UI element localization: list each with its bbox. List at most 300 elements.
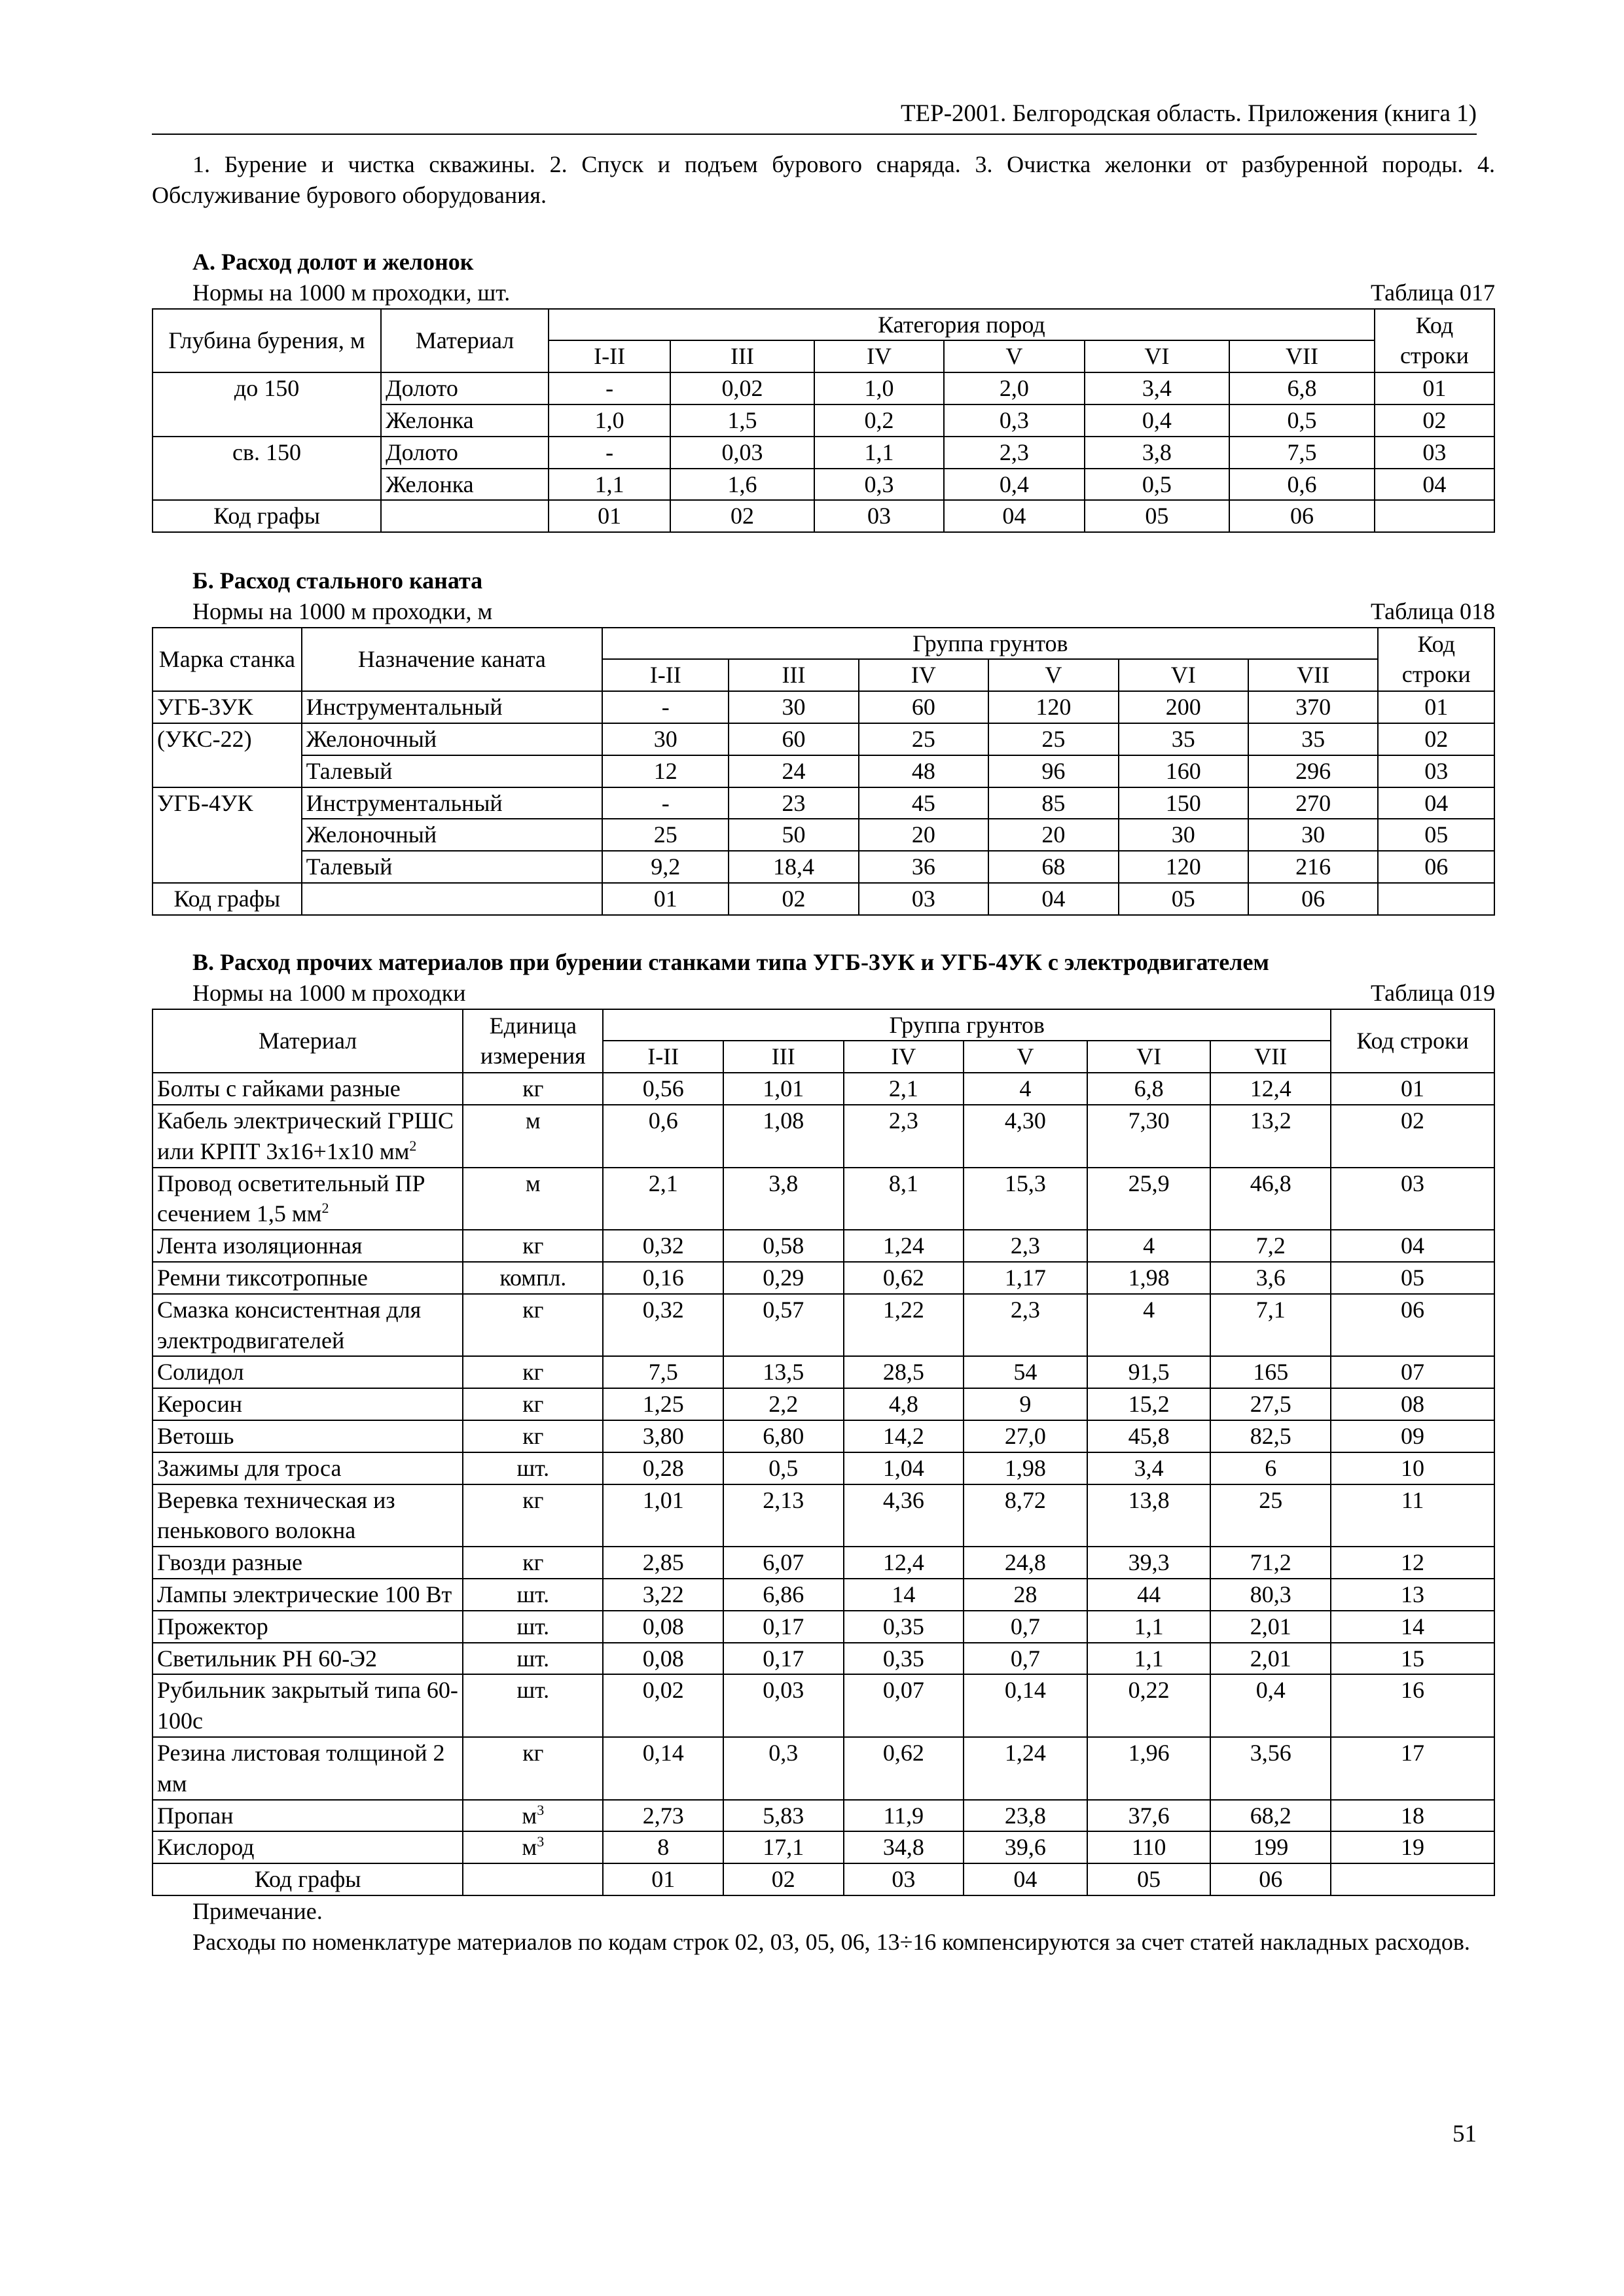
material-cell [153, 1579, 463, 1611]
material-name: Кислород [157, 1834, 255, 1861]
code-cell: 01 [1378, 691, 1494, 723]
column-code: 04 [944, 500, 1085, 532]
purpose-cell: Инструментальный [302, 691, 602, 723]
value-cell: 14 [844, 1579, 964, 1611]
header-group: Группа грунтов [602, 628, 1378, 660]
value-cell: 3,6 [1210, 1262, 1331, 1294]
header-purpose: Назначение каната [302, 628, 602, 692]
value-cell: 200 [1119, 691, 1248, 723]
superscript: 2 [321, 1200, 329, 1217]
value-cell: 110 [1087, 1831, 1211, 1863]
column-header: III [729, 659, 858, 691]
unit-text: шт. [516, 1677, 550, 1704]
section-018 [152, 565, 1495, 916]
unit-cell [463, 1356, 603, 1388]
table-row [153, 1388, 1494, 1420]
column-header: IV [814, 340, 944, 372]
code-cell: 19 [1331, 1831, 1494, 1863]
value-cell: 12,4 [844, 1547, 964, 1579]
material-cell: Желонка [381, 469, 549, 501]
norms-line-017 [152, 278, 1495, 308]
column-header: VII [1229, 340, 1375, 372]
code-cell: 17 [1331, 1737, 1494, 1800]
header-material: Материал [153, 1009, 463, 1073]
value-cell: 5,83 [723, 1800, 844, 1832]
table-017 [152, 308, 1495, 533]
value-cell: 3,22 [603, 1579, 723, 1611]
material-name: Гвозди разные [157, 1549, 302, 1576]
code-cell: 06 [1331, 1294, 1494, 1357]
value-cell: 0,7 [964, 1643, 1087, 1675]
column-code: 05 [1085, 500, 1230, 532]
value-cell: 0,35 [844, 1643, 964, 1675]
material-cell [153, 1737, 463, 1800]
value-cell: 24 [729, 755, 858, 787]
value-cell: 370 [1248, 691, 1378, 723]
unit-cell [463, 1262, 603, 1294]
material-name: Солидол [157, 1359, 244, 1386]
value-cell: 85 [988, 787, 1118, 819]
table-row [153, 787, 1494, 819]
value-cell: 0,5 [1229, 404, 1375, 437]
column-code: 03 [844, 1863, 964, 1895]
value-cell: 0,14 [964, 1674, 1087, 1737]
table-row [153, 372, 1494, 404]
value-cell: 0,3 [944, 404, 1085, 437]
value-cell: 9 [964, 1388, 1087, 1420]
section-title-018: Б. Расход стального каната [192, 567, 483, 594]
value-cell: 20 [988, 819, 1118, 851]
value-cell: 0,02 [670, 372, 814, 404]
table-row [153, 1294, 1494, 1357]
material-cell: Долото [381, 372, 549, 404]
column-header: III [670, 340, 814, 372]
value-cell: 2,01 [1210, 1643, 1331, 1675]
unit-cell [463, 1168, 603, 1230]
value-cell: 3,4 [1087, 1452, 1211, 1484]
value-cell: 0,6 [603, 1105, 723, 1168]
code-cell: 03 [1331, 1168, 1494, 1230]
column-header: IV [844, 1041, 964, 1073]
unit-text: м [522, 1834, 537, 1861]
code-cell: 06 [1378, 851, 1494, 883]
value-cell: 13,8 [1087, 1484, 1211, 1547]
value-cell: 27,5 [1210, 1388, 1331, 1420]
value-cell: 13,2 [1210, 1105, 1331, 1168]
machine-cell: УГБ-3УК [153, 691, 302, 723]
unit-cell [463, 1420, 603, 1452]
table-label: Таблица 018 [1371, 598, 1495, 624]
column-code: 06 [1229, 500, 1375, 532]
column-code: 03 [814, 500, 944, 532]
machine-cell [153, 819, 302, 851]
value-cell: 6,8 [1229, 372, 1375, 404]
depth-cell: до 150 [153, 372, 381, 437]
value-cell: 91,5 [1087, 1356, 1211, 1388]
value-cell: 0,17 [723, 1611, 844, 1643]
code-cell: 16 [1331, 1674, 1494, 1737]
table-row [153, 1611, 1494, 1643]
norms-text: Нормы на 1000 м проходки, м [192, 598, 493, 624]
header-category: Категория пород [549, 309, 1375, 341]
table-row [153, 1579, 1494, 1611]
value-cell: 0,32 [603, 1230, 723, 1262]
unit-cell [463, 1611, 603, 1643]
value-cell: 1,08 [723, 1105, 844, 1168]
value-cell: 0,03 [670, 437, 814, 469]
material-name: Лампы электрические 100 Вт [157, 1581, 452, 1607]
value-cell: 7,2 [1210, 1230, 1331, 1262]
value-cell: 60 [729, 723, 858, 755]
value-cell: 27,0 [964, 1420, 1087, 1452]
value-cell: 4,36 [844, 1484, 964, 1547]
unit-cell [463, 1579, 603, 1611]
value-cell: 3,8 [723, 1168, 844, 1230]
unit-cell [463, 1737, 603, 1800]
code-cell: 04 [1378, 787, 1494, 819]
material-cell [153, 1484, 463, 1547]
material-cell [153, 1420, 463, 1452]
value-cell: 0,57 [723, 1294, 844, 1357]
value-cell: 71,2 [1210, 1547, 1331, 1579]
value-cell: 296 [1248, 755, 1378, 787]
material-name: Смазка консистентная для электродвигателей [157, 1296, 422, 1354]
header-code: Код строки [1378, 628, 1494, 692]
value-cell: 39,6 [964, 1831, 1087, 1863]
value-cell: 2,2 [723, 1388, 844, 1420]
page-number: 51 [1453, 2121, 1477, 2147]
value-cell: 50 [729, 819, 858, 851]
value-cell: 4,30 [964, 1105, 1087, 1168]
code-cell: 14 [1331, 1611, 1494, 1643]
note-text: Расходы по номенклатуре материалов по кодам строк 02, 03, 05, 06, 13÷16 компенсируются за счет статей накладных расходов. [192, 1928, 1470, 1955]
material-name: Веревка техническая из пенькового волокна [157, 1486, 395, 1544]
value-cell: - [602, 787, 729, 819]
machine-cell [153, 755, 302, 787]
table-019 [152, 1009, 1495, 1896]
value-cell: 165 [1210, 1356, 1331, 1388]
section-title-017: А. Расход долот и желонок [192, 249, 474, 275]
value-cell: 23 [729, 787, 858, 819]
value-cell: 3,56 [1210, 1737, 1331, 1800]
unit-cell [463, 1073, 603, 1105]
material-cell [153, 1831, 463, 1863]
unit-text: кг [522, 1422, 544, 1449]
value-cell: 216 [1248, 851, 1378, 883]
value-cell: 0,2 [814, 404, 944, 437]
header-code: Код строки [1331, 1009, 1494, 1073]
value-cell: 3,8 [1085, 437, 1230, 469]
value-cell: 1,24 [844, 1230, 964, 1262]
footer-empty [1378, 883, 1494, 915]
column-header: VI [1119, 659, 1248, 691]
value-cell: 24,8 [964, 1547, 1087, 1579]
value-cell: 1,98 [1087, 1262, 1211, 1294]
column-header: I-II [603, 1041, 723, 1073]
header-depth: Глубина бурения, м [153, 309, 381, 373]
unit-cell [463, 1831, 603, 1863]
footer-empty [1331, 1863, 1494, 1895]
table-row [153, 819, 1494, 851]
material-cell [153, 1547, 463, 1579]
unit-text: кг [522, 1549, 544, 1576]
value-cell: 0,07 [844, 1674, 964, 1737]
header-machine: Марка станка [153, 628, 302, 692]
value-cell: 15,2 [1087, 1388, 1211, 1420]
table-row [153, 1452, 1494, 1484]
value-cell: 0,62 [844, 1262, 964, 1294]
column-header: VII [1248, 659, 1378, 691]
column-header: V [944, 340, 1085, 372]
value-cell: 0,56 [603, 1073, 723, 1105]
footer-label: Код графы [153, 883, 302, 915]
table-018 [152, 627, 1495, 916]
superscript: 2 [409, 1137, 417, 1154]
code-cell: 01 [1331, 1073, 1494, 1105]
table-row [153, 1073, 1494, 1105]
material-cell [153, 1800, 463, 1832]
code-cell: 13 [1331, 1579, 1494, 1611]
value-cell: 6,86 [723, 1579, 844, 1611]
value-cell: 14,2 [844, 1420, 964, 1452]
value-cell: 0,5 [723, 1452, 844, 1484]
unit-text: кг [522, 1359, 544, 1386]
material-cell [153, 1674, 463, 1737]
value-cell: 23,8 [964, 1800, 1087, 1832]
value-cell: 1,24 [964, 1737, 1087, 1800]
material-name: Резина листовая толщиной 2 мм [157, 1739, 445, 1797]
value-cell: 1,1 [1087, 1611, 1211, 1643]
header-code: Код строки [1375, 309, 1494, 373]
table-row [153, 1674, 1494, 1737]
value-cell: 25 [859, 723, 988, 755]
value-cell: 1,1 [549, 469, 670, 501]
value-cell: 7,30 [1087, 1105, 1211, 1168]
material-cell [153, 1388, 463, 1420]
value-cell: 30 [602, 723, 729, 755]
code-cell: 01 [1375, 372, 1494, 404]
value-cell: 2,1 [603, 1168, 723, 1230]
unit-text: кг [522, 1232, 544, 1259]
code-cell: 18 [1331, 1800, 1494, 1832]
value-cell: 1,5 [670, 404, 814, 437]
value-cell: 37,6 [1087, 1800, 1211, 1832]
purpose-cell: Желоночный [302, 723, 602, 755]
value-cell: 8 [603, 1831, 723, 1863]
value-cell: 46,8 [1210, 1168, 1331, 1230]
value-cell: 0,6 [1229, 469, 1375, 501]
material-name: Болты с гайками разные [157, 1075, 401, 1102]
footer-label: Код графы [153, 1863, 463, 1895]
unit-text: шт. [516, 1613, 550, 1640]
table-row [153, 1168, 1494, 1230]
value-cell: 45,8 [1087, 1420, 1211, 1452]
value-cell: 11,9 [844, 1800, 964, 1832]
column-code: 01 [549, 500, 670, 532]
column-header: VI [1085, 340, 1230, 372]
code-cell: 15 [1331, 1643, 1494, 1675]
footer-row [153, 883, 1494, 915]
footer-row [153, 1863, 1494, 1895]
table-row [153, 755, 1494, 787]
value-cell: 2,3 [964, 1230, 1087, 1262]
value-cell: 7,5 [1229, 437, 1375, 469]
value-cell: 4 [1087, 1230, 1211, 1262]
intro-text: 1. Бурение и чистка скважины. 2. Спуск и подъем бурового снаряда. 3. Очистка желонки от разбуренной породы. 4. Обслуживание бурового оборудования. [152, 151, 1495, 208]
value-cell: 39,3 [1087, 1547, 1211, 1579]
superscript: 3 [537, 1833, 545, 1850]
value-cell: 150 [1119, 787, 1248, 819]
value-cell: 2,3 [964, 1294, 1087, 1357]
table-row [153, 691, 1494, 723]
code-cell: 10 [1331, 1452, 1494, 1484]
code-cell: 03 [1375, 437, 1494, 469]
value-cell: 0,02 [603, 1674, 723, 1737]
value-cell: 0,28 [603, 1452, 723, 1484]
material-cell [153, 1294, 463, 1357]
value-cell: 0,03 [723, 1674, 844, 1737]
norms-line-018 [152, 596, 1495, 627]
superscript: 3 [537, 1801, 545, 1818]
unit-cell [463, 1547, 603, 1579]
code-cell: 05 [1331, 1262, 1494, 1294]
value-cell: 0,4 [944, 469, 1085, 501]
unit-text: кг [522, 1486, 544, 1513]
value-cell: 68,2 [1210, 1800, 1331, 1832]
material-name: Кабель электрический ГРШС или КРПТ 3х16+1х10 мм [157, 1107, 454, 1164]
value-cell: 28,5 [844, 1356, 964, 1388]
material-cell [153, 1230, 463, 1262]
value-cell: 1,6 [670, 469, 814, 501]
unit-text: компл. [499, 1264, 567, 1291]
column-code: 02 [729, 883, 858, 915]
material-name: Зажимы для троса [157, 1454, 342, 1481]
value-cell: 13,5 [723, 1356, 844, 1388]
value-cell: 9,2 [602, 851, 729, 883]
table-row [153, 1420, 1494, 1452]
value-cell: 1,01 [723, 1073, 844, 1105]
value-cell: 6,07 [723, 1547, 844, 1579]
material-cell: Долото [381, 437, 549, 469]
unit-text: кг [522, 1739, 544, 1766]
column-code: 01 [602, 883, 729, 915]
value-cell: 25,9 [1087, 1168, 1211, 1230]
value-cell: 80,3 [1210, 1579, 1331, 1611]
column-header: I-II [549, 340, 670, 372]
value-cell: 6,8 [1087, 1073, 1211, 1105]
unit-cell [463, 1484, 603, 1547]
value-cell: 48 [859, 755, 988, 787]
value-cell: 0,16 [603, 1262, 723, 1294]
value-cell: 35 [1248, 723, 1378, 755]
material-cell [153, 1262, 463, 1294]
unit-text: шт. [516, 1645, 550, 1672]
code-cell: 04 [1375, 469, 1494, 501]
footer-row [153, 500, 1494, 532]
table-label: Таблица 017 [1371, 279, 1495, 306]
value-cell: 0,3 [814, 469, 944, 501]
value-cell: 2,0 [944, 372, 1085, 404]
code-cell: 02 [1378, 723, 1494, 755]
value-cell: 8,1 [844, 1168, 964, 1230]
value-cell: 270 [1248, 787, 1378, 819]
footer-empty [381, 500, 549, 532]
value-cell: 0,14 [603, 1737, 723, 1800]
value-cell: 1,98 [964, 1452, 1087, 1484]
table-row [153, 851, 1494, 883]
value-cell: 2,3 [944, 437, 1085, 469]
value-cell: 25 [602, 819, 729, 851]
value-cell: 30 [1119, 819, 1248, 851]
footer-empty [302, 883, 602, 915]
machine-cell: УГБ-4УК [153, 787, 302, 819]
unit-cell [463, 1388, 603, 1420]
table-row [153, 1230, 1494, 1262]
material-cell [153, 1611, 463, 1643]
material-name: Ремни тиксотропные [157, 1264, 368, 1291]
purpose-cell: Талевый [302, 755, 602, 787]
material-name: Керосин [157, 1391, 243, 1418]
column-code: 06 [1248, 883, 1378, 915]
value-cell: 7,5 [603, 1356, 723, 1388]
value-cell: 120 [988, 691, 1118, 723]
value-cell: 34,8 [844, 1831, 964, 1863]
header-unit: Единица измерения [463, 1009, 603, 1073]
material-cell [153, 1356, 463, 1388]
footer-empty [463, 1863, 603, 1895]
value-cell: 2,73 [603, 1800, 723, 1832]
column-header: V [964, 1041, 1087, 1073]
value-cell: 1,96 [1087, 1737, 1211, 1800]
column-code: 02 [723, 1863, 844, 1895]
value-cell: 1,25 [603, 1388, 723, 1420]
value-cell: 36 [859, 851, 988, 883]
material-cell: Желонка [381, 404, 549, 437]
value-cell: 0,35 [844, 1611, 964, 1643]
column-code: 03 [859, 883, 988, 915]
value-cell: 0,22 [1087, 1674, 1211, 1737]
value-cell: 68 [988, 851, 1118, 883]
value-cell: 1,0 [549, 404, 670, 437]
value-cell: 0,58 [723, 1230, 844, 1262]
material-cell [153, 1073, 463, 1105]
table-row [153, 1105, 1494, 1168]
value-cell: 1,04 [844, 1452, 964, 1484]
table-row [153, 1547, 1494, 1579]
value-cell: 0,62 [844, 1737, 964, 1800]
machine-cell: (УКС-22) [153, 723, 302, 755]
value-cell: - [549, 437, 670, 469]
header-group: Группа грунтов [603, 1009, 1331, 1041]
code-cell: 09 [1331, 1420, 1494, 1452]
column-code: 06 [1210, 1863, 1331, 1895]
unit-cell [463, 1800, 603, 1832]
value-cell: 2,13 [723, 1484, 844, 1547]
value-cell: 0,08 [603, 1643, 723, 1675]
code-cell: 05 [1378, 819, 1494, 851]
machine-cell [153, 851, 302, 883]
value-cell: 0,32 [603, 1294, 723, 1357]
unit-text: м [525, 1107, 541, 1134]
code-cell: 07 [1331, 1356, 1494, 1388]
value-cell: 199 [1210, 1831, 1331, 1863]
purpose-cell: Талевый [302, 851, 602, 883]
unit-text: шт. [516, 1581, 550, 1607]
column-header: I-II [602, 659, 729, 691]
table-label: Таблица 019 [1371, 979, 1495, 1006]
material-name: Ветошь [157, 1422, 234, 1449]
value-cell: 0,4 [1210, 1674, 1331, 1737]
